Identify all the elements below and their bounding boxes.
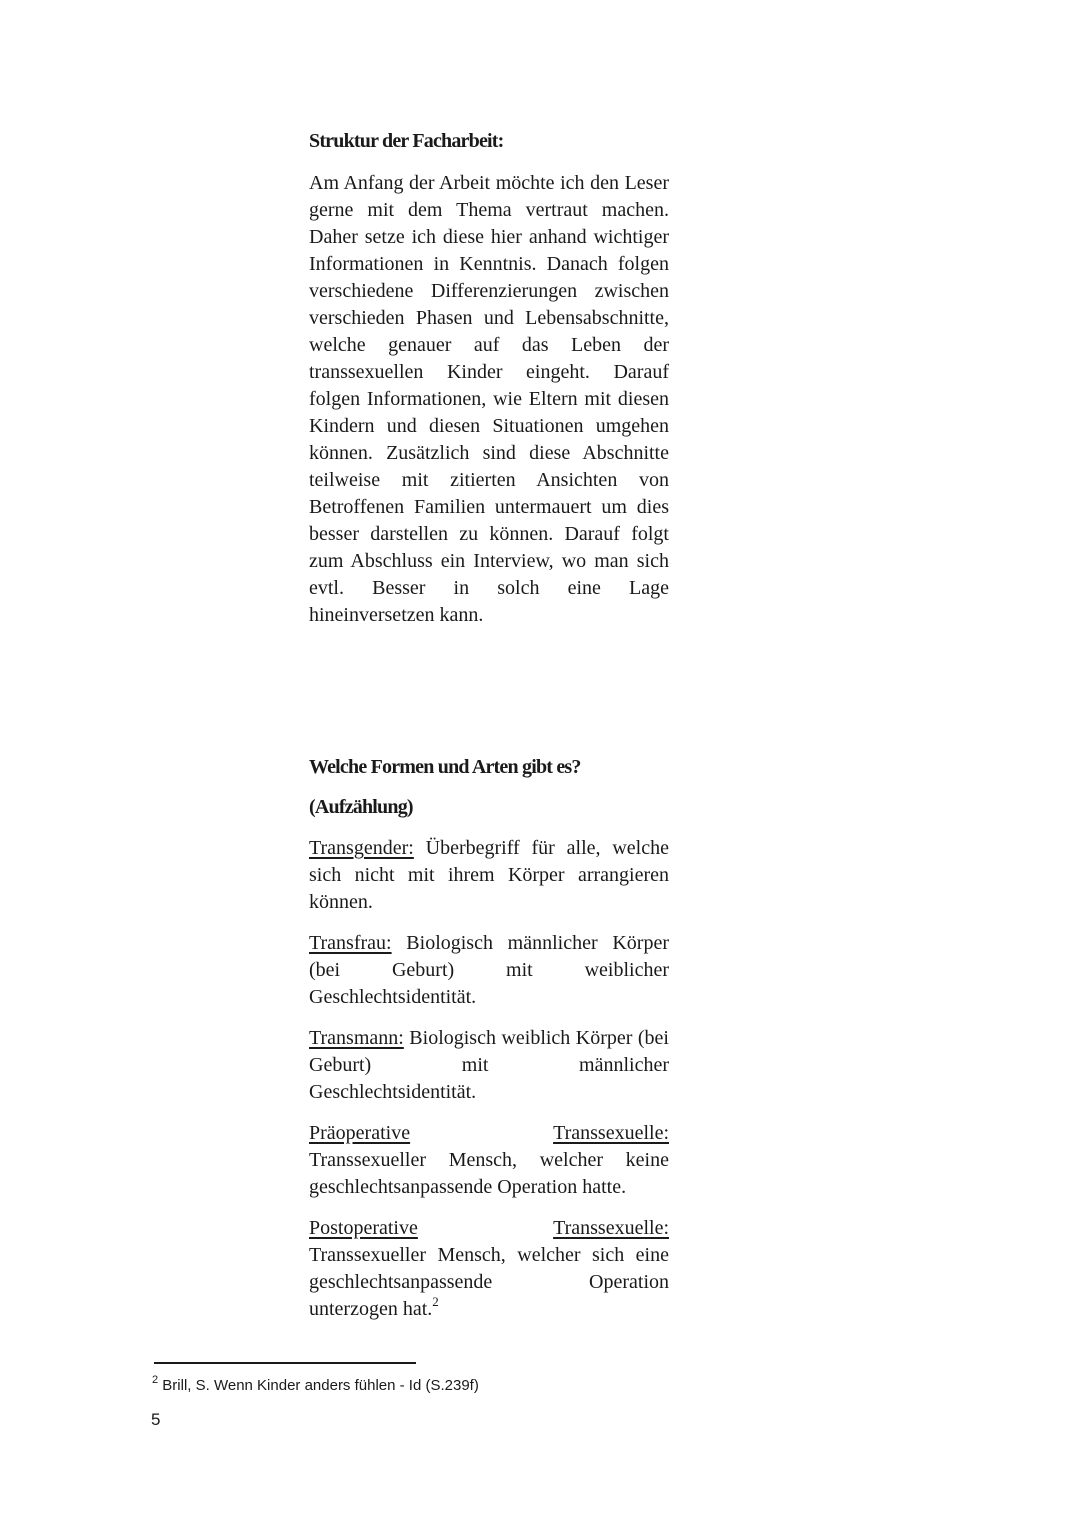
definition-transgender	[309, 835, 669, 916]
section-subheading-list: (Aufzählung)	[309, 796, 413, 818]
definition-transfrau	[309, 930, 669, 1011]
definition-postoperative	[309, 1215, 669, 1323]
definition-term: Transmann:	[309, 1027, 404, 1049]
structure-paragraph-block	[309, 170, 669, 629]
definition-term: Transfrau:	[309, 932, 392, 954]
definition-text: Überbegriff für alle, welche sich nicht mit ihrem Körper arrangieren können.	[309, 837, 669, 913]
definition-text: Biologisch männlicher Körper (bei Geburt) mit weiblicher Geschlechtsidentität.	[309, 932, 669, 1008]
definition-text: Biologisch weiblich Körper (bei Geburt) mit männlicher Geschlechtsidentität.	[309, 1027, 669, 1103]
definition-text: Transsexueller Mensch, welcher sich eine geschlechtsanpassende Operation unterzogen hat.	[309, 1244, 669, 1320]
footnote-text: Brill, S. Wenn Kinder anders fühlen - Id (S.239f)	[158, 1377, 479, 1394]
footnote-reference: 2	[432, 1294, 439, 1310]
page-number: 5	[151, 1410, 161, 1429]
structure-paragraph: Am Anfang der Arbeit möchte ich den Leser gerne mit dem Thema vertraut machen. Daher setze ich diese hier anhand wichtiger Informationen in Kenntnis. Danach folgen verschiedene Differenzierungen zwischen verschieden Phasen und Lebensabschnitte, welche genauer auf das Leben der transsexuellen Kinder eingeht. Darauf folgen Informationen, wie Eltern mit diesen Kindern und diesen Situationen umgehen können. Zusätzlich sind diese Abschnitte teilweise mit zitierten Ansichten von Betroffenen Familien untermauert um dies besser darstellen zu können. Darauf folgt zum Abschluss ein Interview, wo man sich evtl. Besser in solch eine Lage hineinversetzen kann.	[309, 172, 669, 626]
footnote-number: 2	[152, 1374, 159, 1386]
section-heading-forms: Welche Formen und Arten gibt es?	[309, 756, 581, 778]
definition-text-wrap	[309, 1242, 669, 1323]
definition-text: Transsexueller Mensch, welcher keine geschlechtsanpassende Operation hatte.	[309, 1149, 669, 1198]
definition-term-part: Transsexuelle:	[553, 1122, 669, 1144]
definition-transmann	[309, 1025, 669, 1106]
definition-term-part: Transsexuelle:	[553, 1217, 669, 1239]
definition-list	[309, 835, 669, 1337]
definition-term: Transgender:	[309, 837, 414, 859]
footnote	[152, 1376, 479, 1396]
section-heading-structure: Struktur der Facharbeit:	[309, 130, 504, 152]
definition-term-line	[309, 1120, 669, 1147]
definition-term-part: Präoperative	[309, 1122, 411, 1144]
definition-term-line	[309, 1215, 669, 1242]
definition-praeoperative	[309, 1120, 669, 1201]
definition-term-part: Postoperative	[309, 1217, 418, 1239]
footnote-separator	[154, 1362, 416, 1364]
